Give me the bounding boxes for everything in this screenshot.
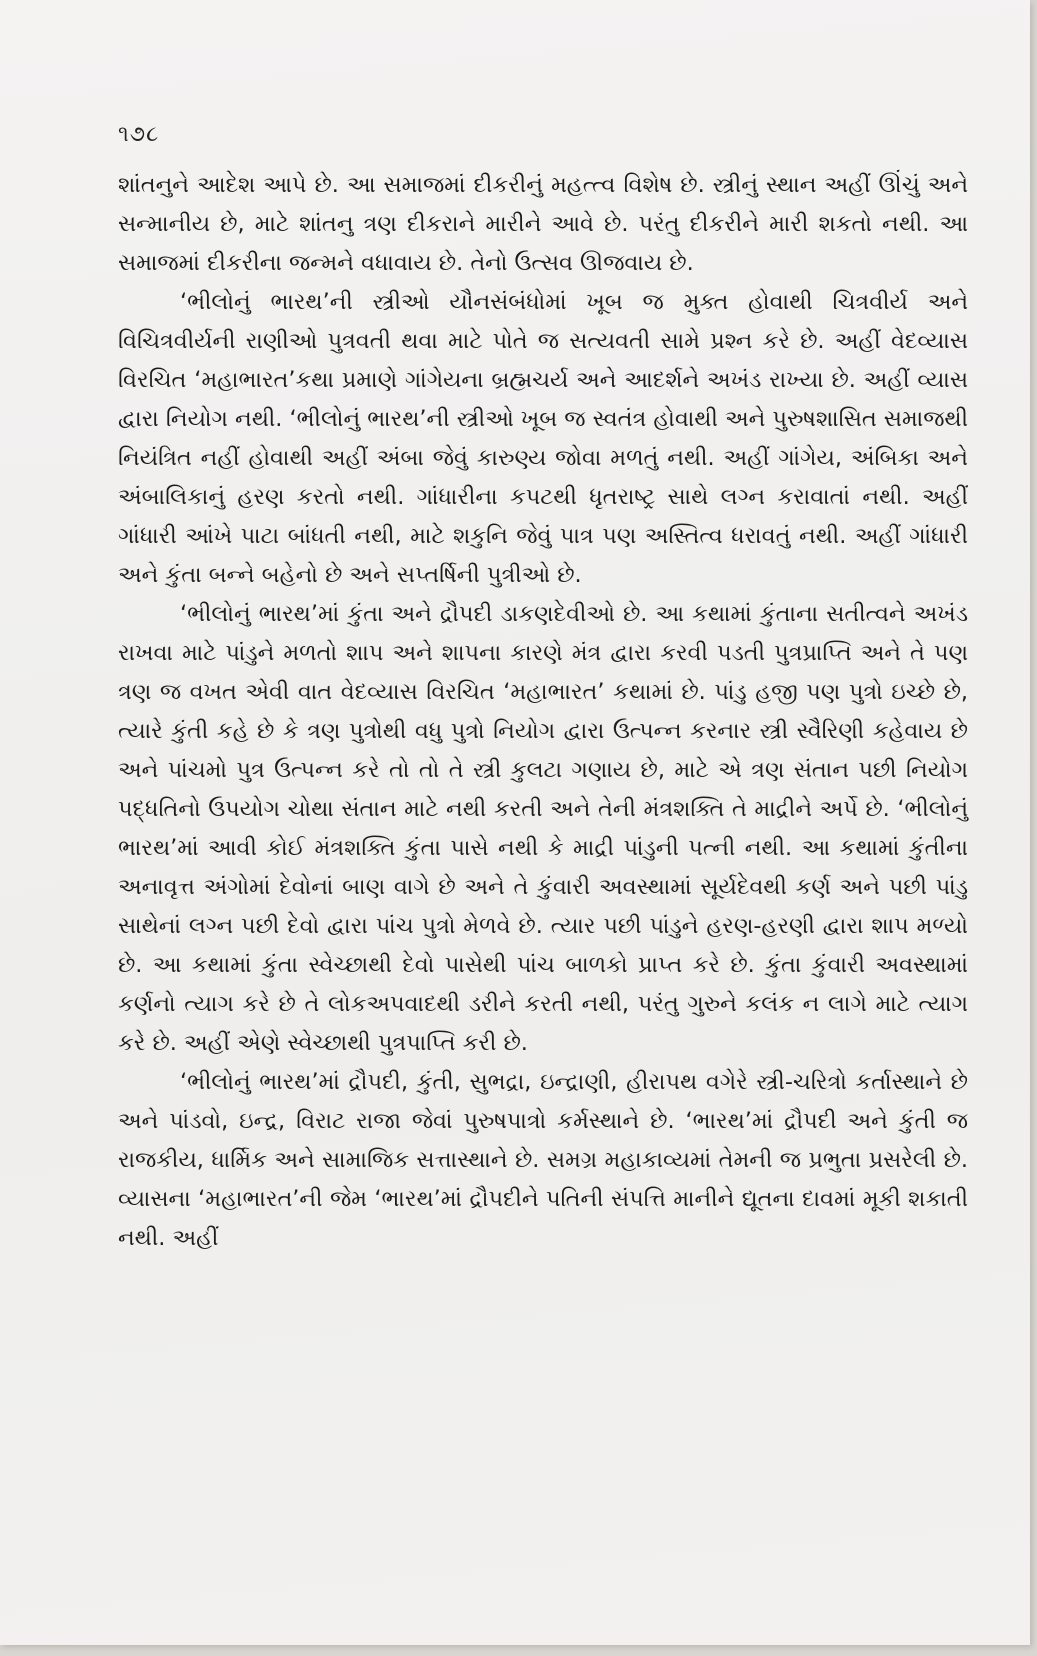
paragraph: ‘ભીલોનું ભારથ’માં દ્રૌપદી, કુંતી, સુભદ્રા, ઇન્દ્રાણી, હીરાપથ વગેરે સ્ત્રી-ચરિત્રો કર્તાસ્થાને છે અને પાંડવો, ઇન્દ્ર, વિરાટ રાજા જેવાં પુરુષપાત્રો કર્મસ્થાને છે. ‘ભારથ’માં દ્રૌપદી અને કુંતી જ રાજકીય, ધાર્મિક અને સામાજિક સત્તાસ્થાને છે. સમગ્ર મહાકાવ્યમાં તેમની જ પ્રભુતા પ્રસરેલી છે. વ્યાસના ‘મહાભારત’ની જેમ ‘ભારથ’માં દ્રૌપદીને પતિની સંપત્તિ માનીને દ્યૂતના દાવમાં મૂકી શકાતી નથી. અહીં [118,1069,968,1251]
paragraph: શાંતનુને આદેશ આપે છે. આ સમાજમાં દીકરીનું મહત્ત્વ વિશેષ છે. સ્ત્રીનું સ્થાન અહીં ઊંચું અને સન્માનીય છે, માટે શાંતનુ ત્રણ દીકરાને મારીને આવે છે. પરંતુ દીકરીને મારી શકતો નથી. આ સમાજમાં દીકરીના જન્મને વધાવાય છે. તેનો ઉત્સવ ઊજવાય છે. [118,172,968,276]
page-number: ૧૭૮ [118,122,160,147]
paragraph: ‘ભીલોનું ભારથ’ની સ્ત્રીઓ યૌનસંબંધોમાં ખૂબ જ મુક્ત હોવાથી ચિત્રવીર્ય અને વિચિત્રવીર્યની રાણીઓ પુત્રવતી થવા માટે પોતે જ સત્યવતી સામે પ્રશ્ન કરે છે. અહીં વેદવ્યાસ વિરચિત ‘મહાભારત’કથા પ્રમાણે ગાંગેયના બ્રહ્મચર્ય અને આદર્શને અખંડ રાખ્યા છે. અહીં વ્યાસ દ્વારા નિયોગ નથી. ‘ભીલોનું ભારથ’ની સ્ત્રીઓ ખૂબ જ સ્વતંત્ર હોવાથી અને પુરુષશાસિત સમાજથી નિયંત્રિત નહીં હોવાથી અહીં અંબા જેવું કારુણ્ય જોવા મળતું નથી. અહીં ગાંગેય, અંબિકા અને અંબાલિકાનું હરણ કરતો નથી. ગાંધારીના કપટથી ધૃતરાષ્ટ્ર સાથે લગ્ન કરાવાતાં નથી. અહીં ગાંધારી આંખે પાટા બાંધતી નથી, માટે શકુનિ જેવું પાત્ર પણ અસ્તિત્વ ધરાવતું નથી. અહીં ગાંધારી અને કુંતા બન્ને બહેનો છે અને સપ્તર્ષિની પુત્રીઓ છે. [118,289,968,588]
body-text [118,166,968,1258]
paragraph: ‘ભીલોનું ભારથ’માં કુંતા અને દ્રૌપદી ડાકણદેવીઓ છે. આ કથામાં કુંતાના સતીત્વને અખંડ રાખવા માટે પાંડુને મળતો શાપ અને શાપના કારણે મંત્ર દ્વારા કરવી પડતી પુત્રપ્રાપ્તિ અને તે પણ ત્રણ જ વખત એવી વાત વેદવ્યાસ વિરચિત ‘મહાભારત’ કથામાં છે. પાંડુ હજી પણ પુત્રો ઇચ્છે છે, ત્યારે કુંતી કહે છે કે ત્રણ પુત્રોથી વધુ પુત્રો નિયોગ દ્વારા ઉત્પન્ન કરનાર સ્ત્રી સ્વૈરિણી કહેવાય છે અને પાંચમો પુત્ર ઉત્પન્ન કરે તો તો તે સ્ત્રી કુલટા ગણાય છે, માટે એ ત્રણ સંતાન પછી નિયોગ પદ્ધતિનો ઉપયોગ ચોથા સંતાન માટે નથી કરતી અને તેની મંત્રશક્તિ તે માદ્રીને અર્પે છે. ‘ભીલોનું ભારથ’માં આવી કોઈ મંત્રશક્તિ કુંતા પાસે નથી કે માદ્રી પાંડુની પત્ની નથી. આ કથામાં કુંતીના અનાવૃત્ત અંગોમાં દેવોનાં બાણ વાગે છે અને તે કુંવારી અવસ્થામાં સૂર્યદેવથી કર્ણ અને પછી પાંડુ સાથેનાં લગ્ન પછી દેવો દ્વારા પાંચ પુત્રો મેળવે છે. ત્યાર પછી પાંડુને હરણ-હરણી દ્વારા શાપ મળ્યો છે. આ કથામાં કુંતા સ્વેચ્છાથી દેવો પાસેથી પાંચ બાળકો પ્રાપ્ત કરે છે. કુંતા કુંવારી અવસ્થામાં કર્ણનો ત્યાગ કરે છે તે લોકઅપવાદથી ડરીને કરતી નથી, પરંતુ ગુરુને કલંક ન લાગે માટે ત્યાગ કરે છે. અહીં એણે સ્વેચ્છાથી પુત્રપાપ્તિ કરી છે. [118,601,968,1056]
